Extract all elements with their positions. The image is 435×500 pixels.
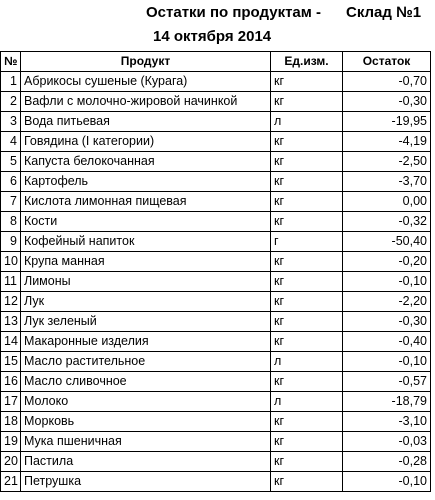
unit-of-measure: кг	[271, 472, 343, 492]
product-name: Макаронные изделия	[21, 332, 271, 352]
product-name: Капуста белокочанная	[21, 152, 271, 172]
row-number: 14	[1, 332, 21, 352]
stock-remaining: -2,50	[343, 152, 431, 172]
stock-remaining: -0,70	[343, 72, 431, 92]
product-name: Кислота лимонная пищевая	[21, 192, 271, 212]
table-row	[1, 132, 431, 152]
unit-of-measure: кг	[271, 212, 343, 232]
table-row	[1, 92, 431, 112]
row-number: 3	[1, 112, 21, 132]
row-number: 2	[1, 92, 21, 112]
stock-remaining: -0,30	[343, 312, 431, 332]
header-rest: Остаток	[343, 52, 431, 72]
row-number: 1	[1, 72, 21, 92]
stock-remaining: -0,30	[343, 92, 431, 112]
header-product: Продукт	[21, 52, 271, 72]
warehouse-name: Склад №1	[346, 4, 422, 21]
stock-remaining: -0,57	[343, 372, 431, 392]
row-number: 7	[1, 192, 21, 212]
row-number: 10	[1, 252, 21, 272]
product-name: Кости	[21, 212, 271, 232]
unit-of-measure: кг	[271, 92, 343, 112]
row-number: 18	[1, 412, 21, 432]
report-title: Остатки по продуктам -	[146, 4, 322, 21]
unit-of-measure: кг	[271, 312, 343, 332]
row-number: 8	[1, 212, 21, 232]
table-row	[1, 452, 431, 472]
row-number: 11	[1, 272, 21, 292]
table-row	[1, 72, 431, 92]
table-row	[1, 292, 431, 312]
stock-remaining: -3,70	[343, 172, 431, 192]
header-no: №	[1, 52, 21, 72]
row-number: 6	[1, 172, 21, 192]
table-row	[1, 392, 431, 412]
row-number: 9	[1, 232, 21, 252]
row-number: 4	[1, 132, 21, 152]
product-name: Петрушка	[21, 472, 271, 492]
table-header-row	[1, 52, 431, 72]
table-row	[1, 352, 431, 372]
table-row	[1, 232, 431, 252]
header-unit: Ед.изм.	[271, 52, 343, 72]
stock-remaining: -0,40	[343, 332, 431, 352]
product-name: Пастила	[21, 452, 271, 472]
unit-of-measure: кг	[271, 432, 343, 452]
table-row	[1, 192, 431, 212]
product-name: Лимоны	[21, 272, 271, 292]
row-number: 15	[1, 352, 21, 372]
unit-of-measure: кг	[271, 372, 343, 392]
product-name: Абрикосы сушеные (Курага)	[21, 72, 271, 92]
unit-of-measure: кг	[271, 292, 343, 312]
product-name: Мука пшеничная	[21, 432, 271, 452]
product-name: Масло сливочное	[21, 372, 271, 392]
stock-remaining: -0,28	[343, 452, 431, 472]
row-number: 13	[1, 312, 21, 332]
stock-remaining: -18,79	[343, 392, 431, 412]
table-row	[1, 472, 431, 492]
table-body	[1, 72, 431, 492]
stock-remaining: -0,10	[343, 472, 431, 492]
table-row	[1, 312, 431, 332]
row-number: 5	[1, 152, 21, 172]
product-name: Вафли с молочно-жировой начинкой	[21, 92, 271, 112]
row-number: 16	[1, 372, 21, 392]
product-name: Картофель	[21, 172, 271, 192]
product-name: Масло растительное	[21, 352, 271, 372]
unit-of-measure: кг	[271, 412, 343, 432]
stock-table	[0, 51, 431, 492]
stock-remaining: -19,95	[343, 112, 431, 132]
unit-of-measure: г	[271, 232, 343, 252]
row-number: 17	[1, 392, 21, 412]
row-number: 12	[1, 292, 21, 312]
stock-remaining: -0,10	[343, 352, 431, 372]
stock-remaining: 0,00	[343, 192, 431, 212]
row-number: 21	[1, 472, 21, 492]
unit-of-measure: кг	[271, 152, 343, 172]
product-name: Лук зеленый	[21, 312, 271, 332]
unit-of-measure: кг	[271, 132, 343, 152]
product-name: Молоко	[21, 392, 271, 412]
product-name: Лук	[21, 292, 271, 312]
product-name: Кофейный напиток	[21, 232, 271, 252]
stock-remaining: -50,40	[343, 232, 431, 252]
product-name: Крупа манная	[21, 252, 271, 272]
table-row	[1, 252, 431, 272]
unit-of-measure: л	[271, 112, 343, 132]
unit-of-measure: кг	[271, 272, 343, 292]
table-row	[1, 332, 431, 352]
table-row	[1, 372, 431, 392]
table-row	[1, 172, 431, 192]
stock-remaining: -0,32	[343, 212, 431, 232]
unit-of-measure: л	[271, 352, 343, 372]
row-number: 19	[1, 432, 21, 452]
product-name: Морковь	[21, 412, 271, 432]
unit-of-measure: л	[271, 392, 343, 412]
table-row	[1, 152, 431, 172]
stock-remaining: -0,20	[343, 252, 431, 272]
table-row	[1, 412, 431, 432]
stock-remaining: -0,03	[343, 432, 431, 452]
unit-of-measure: кг	[271, 192, 343, 212]
unit-of-measure: кг	[271, 332, 343, 352]
row-number: 20	[1, 452, 21, 472]
unit-of-measure: кг	[271, 172, 343, 192]
unit-of-measure: кг	[271, 252, 343, 272]
stock-remaining: -2,20	[343, 292, 431, 312]
stock-remaining: -3,10	[343, 412, 431, 432]
stock-remaining: -4,19	[343, 132, 431, 152]
table-row	[1, 212, 431, 232]
report-date: 14 октября 2014	[153, 28, 272, 45]
table-row	[1, 272, 431, 292]
table-row	[1, 432, 431, 452]
unit-of-measure: кг	[271, 452, 343, 472]
stock-remaining: -0,10	[343, 272, 431, 292]
unit-of-measure: кг	[271, 72, 343, 92]
table-row	[1, 112, 431, 132]
product-name: Говядина (I категории)	[21, 132, 271, 152]
product-name: Вода питьевая	[21, 112, 271, 132]
